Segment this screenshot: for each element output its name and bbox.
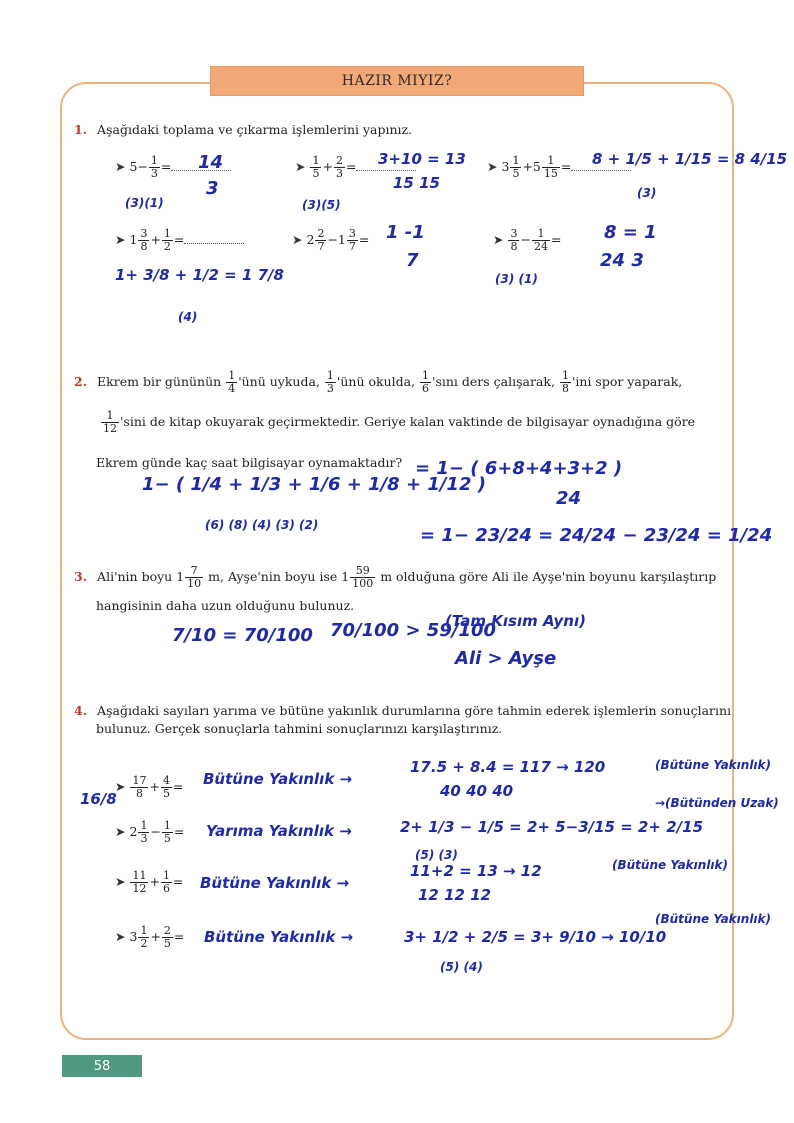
bullet-arrow-icon: ➤ <box>115 232 126 248</box>
denominator: 12 <box>103 422 117 436</box>
operator: + <box>149 779 160 795</box>
fraction <box>101 410 119 435</box>
denominator: 10 <box>187 577 202 591</box>
question-text: 'ünü uykuda, <box>238 374 320 390</box>
numerator: 11 <box>132 869 147 882</box>
operator: = <box>560 159 572 175</box>
operator: + <box>150 232 161 248</box>
fraction <box>185 565 203 590</box>
question-3 <box>74 565 734 590</box>
question-text: 'ünü okulda, <box>336 374 416 390</box>
numerator: 59 <box>350 565 375 578</box>
fraction <box>532 228 550 253</box>
fraction <box>162 820 173 845</box>
handwritten-answer: 3 <box>206 178 219 199</box>
question-text: 'ini spor yaparak, <box>571 374 683 390</box>
question-number: 1. <box>74 122 88 137</box>
fraction <box>138 925 149 950</box>
question-text: m, Ayşe'nin boyu ise 1 <box>208 569 350 585</box>
handwritten-note: (Bütüne Yakınlık) <box>655 912 772 926</box>
denominator: 5 <box>163 832 171 846</box>
handwritten-label: Bütüne Yakınlık → <box>200 874 350 892</box>
operator: = <box>173 824 185 840</box>
question-2-line-2 <box>100 410 720 435</box>
numerator: 1 <box>140 819 148 832</box>
handwritten-answer: 15 15 <box>393 174 440 192</box>
bullet-arrow-icon: ➤ <box>115 929 126 945</box>
bullet-arrow-icon: ➤ <box>115 159 126 175</box>
numerator: 1 <box>326 369 334 382</box>
fraction <box>130 775 148 800</box>
denominator: 3 <box>326 382 334 396</box>
fraction <box>542 155 560 180</box>
bullet-arrow-icon: ➤ <box>292 232 303 248</box>
q1-expression-6 <box>493 228 561 253</box>
question-text: 'sini de kitap okuyarak geçirmektedir. Geriye kalan vaktinde de bilgisayar oynadığına göre <box>120 414 696 430</box>
numerator: 4 <box>162 774 170 787</box>
denominator: 7 <box>348 240 356 254</box>
operator: = <box>160 159 172 175</box>
denominator: 100 <box>352 577 374 591</box>
operator: − <box>327 232 338 248</box>
handwritten-note: 16/8 <box>80 790 117 808</box>
denominator: 5 <box>512 167 520 181</box>
fraction <box>226 370 237 395</box>
numerator: 1 <box>163 819 171 832</box>
handwritten-note: (Bütüne Yakınlık) <box>655 758 772 772</box>
fraction <box>130 870 148 895</box>
handwritten-answer: 8 = 1 <box>604 222 657 243</box>
numerator: 1 <box>101 410 119 423</box>
denominator: 3 <box>150 167 158 181</box>
question-text: 'sını ders çalışarak, <box>432 374 555 390</box>
whole-number: 3 <box>129 929 138 945</box>
bullet-arrow-icon: ➤ <box>115 874 126 890</box>
denominator: 5 <box>162 787 170 801</box>
handwritten-work: 40 40 40 <box>440 782 514 800</box>
denominator: 8 <box>561 382 569 396</box>
denominator: 5 <box>163 937 171 951</box>
numerator: 2 <box>335 154 343 167</box>
denominator: 12 <box>132 882 147 896</box>
fraction <box>162 228 173 253</box>
question-text: Ali'nin boyu 1 <box>97 569 185 585</box>
handwritten-note: (Tam Kısım Aynı) <box>445 612 586 630</box>
handwritten-note: (3)(5) <box>302 198 341 212</box>
page-title-text: HAZIR MIYIZ? <box>341 73 453 89</box>
denominator: 8 <box>140 240 148 254</box>
numerator: 1 <box>150 154 158 167</box>
handwritten-label: Yarıma Yakınlık → <box>206 822 352 840</box>
operator: − <box>137 159 148 175</box>
operator: + <box>522 159 533 175</box>
fraction <box>350 565 375 590</box>
numerator: 2 <box>317 227 325 240</box>
handwritten-answer: 24 3 <box>600 250 644 271</box>
operator: − <box>150 824 161 840</box>
q4-expression-3 <box>115 870 183 895</box>
numerator: 1 <box>561 369 569 382</box>
fraction <box>310 155 321 180</box>
question-2 <box>74 370 714 395</box>
operator: = <box>172 779 184 795</box>
numerator: 2 <box>163 924 171 937</box>
handwritten-note: (5) (4) <box>440 960 483 974</box>
numerator: 3 <box>140 227 148 240</box>
handwritten-work: 12 12 12 <box>418 886 492 904</box>
denominator: 6 <box>422 382 430 396</box>
handwritten-answer: 1 -1 <box>386 222 425 243</box>
handwritten-answer: Ali > Ayşe <box>455 648 557 669</box>
handwritten-work: = 1− ( 6+8+4+3+2 ) <box>415 458 623 479</box>
denominator: 5 <box>312 167 320 181</box>
bullet-arrow-icon: ➤ <box>487 159 498 175</box>
operator: + <box>150 929 161 945</box>
fraction <box>138 820 149 845</box>
numerator: 1 <box>532 228 550 241</box>
operator: = <box>172 874 184 890</box>
question-number: 4. <box>74 703 88 718</box>
denominator: 8 <box>135 787 143 801</box>
operator: = <box>345 159 357 175</box>
numerator: 3 <box>510 227 518 240</box>
handwritten-work: 3+ 1/2 + 2/5 = 3+ 9/10 → 10/10 <box>404 928 667 946</box>
handwritten-note: →(Bütünden Uzak) <box>655 796 779 810</box>
operator: = <box>550 232 562 248</box>
question-3-line-2: hangisinin daha uzun olduğunu bulunuz. <box>96 598 355 613</box>
fraction <box>161 870 172 895</box>
handwritten-work: 11+2 = 13 → 12 <box>410 862 542 880</box>
denominator: 15 <box>543 167 558 181</box>
handwritten-note: (5) (3) <box>415 848 458 862</box>
whole-number: 5 <box>129 159 138 175</box>
whole-number: 2 <box>129 824 138 840</box>
question-text: m olduğuna göre Ali ile Ayşe'nin boyunu karşılaştırıp <box>380 569 717 585</box>
q1-expression-5 <box>292 228 369 253</box>
q4-expression-4 <box>115 925 184 950</box>
bullet-arrow-icon: ➤ <box>295 159 306 175</box>
handwritten-answer: 7 <box>406 250 419 271</box>
question-4-line-2: bulunuz. Gerçek sonuçlarla tahmini sonuçlarınızı karşılaştırınız. <box>96 721 503 736</box>
fraction <box>508 228 519 253</box>
fraction <box>315 228 326 253</box>
operator: − <box>520 232 531 248</box>
fraction <box>510 155 521 180</box>
handwritten-note: (4) <box>178 310 198 324</box>
denominator: 2 <box>163 240 171 254</box>
fraction <box>149 155 160 180</box>
fraction <box>560 370 571 395</box>
handwritten-answer: 8 + 1/5 + 1/15 = 8 4/15 <box>592 150 788 168</box>
question-1 <box>74 122 412 139</box>
fraction <box>161 775 172 800</box>
question-2-line-3: Ekrem günde kaç saat bilgisayar oynamaktadır? <box>96 455 403 470</box>
handwritten-label: Bütüne Yakınlık → <box>203 770 353 788</box>
question-4 <box>74 703 734 720</box>
fraction <box>325 370 336 395</box>
page-number-text: 58 <box>93 1058 111 1074</box>
handwritten-label: Bütüne Yakınlık → <box>204 928 354 946</box>
fraction <box>162 925 173 950</box>
fraction <box>347 228 358 253</box>
page-title <box>210 66 584 96</box>
fraction <box>420 370 431 395</box>
numerator: 1 <box>163 227 171 240</box>
handwritten-work: 17.5 + 8.4 = 117 → 120 <box>410 758 606 776</box>
question-text: Aşağıdaki sayıları yarıma ve bütüne yakınlık durumlarına göre tahmin ederek işlemlerin sonuçlarını <box>97 703 732 718</box>
handwritten-note: (3)(1) <box>125 196 164 210</box>
fraction <box>334 155 345 180</box>
whole-number: 3 <box>501 159 510 175</box>
question-number: 2. <box>74 374 88 390</box>
handwritten-note: (3) <box>637 186 657 200</box>
numerator: 7 <box>185 565 203 578</box>
whole-number: 5 <box>532 159 541 175</box>
numerator: 17 <box>132 774 147 787</box>
q4-expression-2 <box>115 820 184 845</box>
numerator: 1 <box>312 154 320 167</box>
numerator: 1 <box>512 154 520 167</box>
numerator: 1 <box>140 924 148 937</box>
handwritten-answer: 3+10 = 13 <box>378 150 466 168</box>
page-number <box>62 1055 142 1077</box>
bullet-arrow-icon: ➤ <box>115 779 126 795</box>
bullet-arrow-icon: ➤ <box>493 232 504 248</box>
denominator: 3 <box>140 832 148 846</box>
operator: = <box>173 232 185 248</box>
whole-number: 2 <box>306 232 315 248</box>
numerator: 3 <box>348 227 356 240</box>
fraction <box>138 228 149 253</box>
handwritten-work: 2+ 1/3 − 1/5 = 2+ 5−3/15 = 2+ 2/15 <box>400 818 704 836</box>
handwritten-work: 1− ( 1/4 + 1/3 + 1/6 + 1/8 + 1/12 ) <box>142 474 486 495</box>
handwritten-work: = 1− 23/24 = 24/24 − 23/24 = 1/24 <box>420 525 773 546</box>
question-number: 3. <box>74 569 88 585</box>
handwritten-work: 24 <box>556 488 582 509</box>
operator: + <box>322 159 333 175</box>
handwritten-note: (6) (8) (4) (3) (2) <box>205 518 319 532</box>
answer-blank <box>184 231 244 244</box>
operator: = <box>173 929 185 945</box>
numerator: 1 <box>542 155 560 168</box>
q1-expression-4 <box>115 228 244 253</box>
numerator: 1 <box>422 369 430 382</box>
q4-expression-1 <box>115 775 183 800</box>
denominator: 4 <box>228 382 236 396</box>
handwritten-answer: 1+ 3/8 + 1/2 = 1 7/8 <box>115 266 284 284</box>
denominator: 8 <box>510 240 518 254</box>
question-text: Aşağıdaki toplama ve çıkarma işlemlerini yapınız. <box>97 122 413 137</box>
handwritten-note: (3) (1) <box>495 272 538 286</box>
handwritten-note: (Bütüne Yakınlık) <box>612 858 729 872</box>
denominator: 6 <box>162 882 170 896</box>
handwritten-work: 70/100 > 59/100 <box>330 620 497 641</box>
denominator: 24 <box>533 240 548 254</box>
bullet-arrow-icon: ➤ <box>115 824 126 840</box>
operator: = <box>358 232 370 248</box>
whole-number: 1 <box>337 232 346 248</box>
numerator: 1 <box>228 369 236 382</box>
denominator: 3 <box>335 167 343 181</box>
handwritten-answer: 14 <box>198 152 224 173</box>
whole-number: 1 <box>129 232 138 248</box>
numerator: 1 <box>162 869 170 882</box>
denominator: 2 <box>140 937 148 951</box>
handwritten-work: 7/10 = 70/100 <box>172 625 313 646</box>
question-text: Ekrem bir gününün <box>97 374 222 390</box>
denominator: 7 <box>317 240 325 254</box>
operator: + <box>149 874 160 890</box>
